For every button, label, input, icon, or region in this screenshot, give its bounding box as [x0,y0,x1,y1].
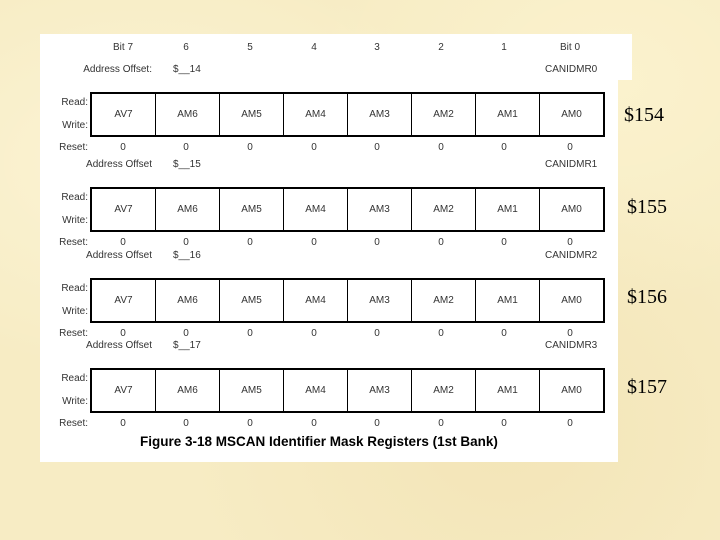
bit-header: 2 [438,42,444,53]
bit-cell: AM6 [156,94,220,135]
address-offset-value: $__14 [173,64,201,75]
register-bit-box [90,92,605,137]
write-label: Write: [62,215,88,226]
reset-value: 0 [567,142,573,153]
bit-header: 3 [374,42,380,53]
reset-value: 0 [120,328,126,339]
reset-value: 0 [438,237,444,248]
reset-value: 0 [183,418,189,429]
read-label: Read: [61,283,88,294]
bit-header: 5 [247,42,253,53]
bit-cell: AM5 [220,189,284,230]
read-label: Read: [61,373,88,384]
bit-cell: AM1 [476,280,540,321]
reset-value: 0 [501,237,507,248]
bit-cell: AV7 [92,189,156,230]
bit-cell: AM0 [561,109,582,120]
reset-value: 0 [374,328,380,339]
bit-cell: AM2 [412,94,476,135]
bit-header: 4 [311,42,317,53]
bit-cell: AM6 [156,280,220,321]
reset-value: 0 [501,418,507,429]
register-name: CANIDMR2 [545,250,598,261]
address-offset-value: $__17 [173,340,201,351]
write-label: Write: [62,396,88,407]
register-bit-box [90,187,605,232]
address-offset-label: Address Offset [86,340,152,351]
figure-caption: Figure 3-18 MSCAN Identifier Mask Registers (1st Bank) [140,434,498,449]
reset-value: 0 [247,142,253,153]
reset-label: Reset: [59,237,88,248]
reset-value: 0 [183,328,189,339]
bit-header: 1 [501,42,507,53]
bit-cell: AM4 [284,94,348,135]
bit-header: 6 [183,42,189,53]
bit-header: Bit 7 [112,42,134,53]
address-offset-value: $__16 [173,250,201,261]
reset-value: 0 [374,237,380,248]
bit-cell: AV7 [92,94,156,135]
write-label: Write: [62,306,88,317]
register-bit-box [90,368,605,413]
bit-cell: AM1 [476,189,540,230]
register-name: CANIDMR3 [545,340,598,351]
register-bit-box [90,278,605,323]
bit-cell: AM4 [284,189,348,230]
bit-cell: AM0 [561,204,582,215]
reset-value: 0 [567,237,573,248]
reset-label: Reset: [59,142,88,153]
reset-value: 0 [120,237,126,248]
reset-value: 0 [311,142,317,153]
bit-cell: AM0 [561,295,582,306]
reset-label: Reset: [59,418,88,429]
reset-label: Reset: [59,328,88,339]
reset-value: 0 [247,418,253,429]
reset-value: 0 [183,142,189,153]
reset-value: 0 [311,237,317,248]
reset-value: 0 [247,237,253,248]
write-label: Write: [62,120,88,131]
reset-value: 0 [438,328,444,339]
bit-cell: AM0 [561,385,582,396]
reset-value: 0 [120,142,126,153]
reset-value: 0 [567,328,573,339]
reset-value: 0 [311,328,317,339]
reset-value: 0 [311,418,317,429]
bit-cell: AM1 [476,94,540,135]
bit-cell: AM4 [284,370,348,411]
address-offset-value: $__15 [173,159,201,170]
reset-value: 0 [374,418,380,429]
bit-cell: AM6 [156,189,220,230]
reset-value: 0 [374,142,380,153]
bit-cell: AM3 [348,189,412,230]
bit-cell: AV7 [92,370,156,411]
reset-value: 0 [247,328,253,339]
reset-value: 0 [567,418,573,429]
bit-cell: AM2 [412,189,476,230]
bit-cell: AM6 [156,370,220,411]
reset-value: 0 [501,328,507,339]
bit-cell: AM5 [220,280,284,321]
reset-value: 0 [183,237,189,248]
bit-cell: AM2 [412,280,476,321]
bit-cell: AM1 [476,370,540,411]
figure-header-extension [618,34,632,80]
reset-value: 0 [438,418,444,429]
register-address-label: $157 [627,376,667,398]
address-offset-label: Address Offset: [83,64,152,75]
address-offset-label: Address Offset [86,159,152,170]
register-name: CANIDMR1 [545,159,598,170]
register-address-label: $156 [627,286,667,308]
reset-value: 0 [120,418,126,429]
bit-cell: AM3 [348,280,412,321]
bit-header: Bit 0 [559,42,581,53]
bit-cell: AM4 [284,280,348,321]
bit-cell: AM5 [220,94,284,135]
reset-value: 0 [438,142,444,153]
bit-cell: AM3 [348,370,412,411]
bit-cell: AM2 [412,370,476,411]
register-address-label: $154 [624,104,664,126]
address-offset-label: Address Offset [86,250,152,261]
register-name: CANIDMR0 [545,64,598,75]
read-label: Read: [61,97,88,108]
bit-cell: AM5 [220,370,284,411]
bit-cell: AM3 [348,94,412,135]
bit-cell: AV7 [92,280,156,321]
register-address-label: $155 [627,196,667,218]
register-figure [40,34,618,462]
read-label: Read: [61,192,88,203]
reset-value: 0 [501,142,507,153]
